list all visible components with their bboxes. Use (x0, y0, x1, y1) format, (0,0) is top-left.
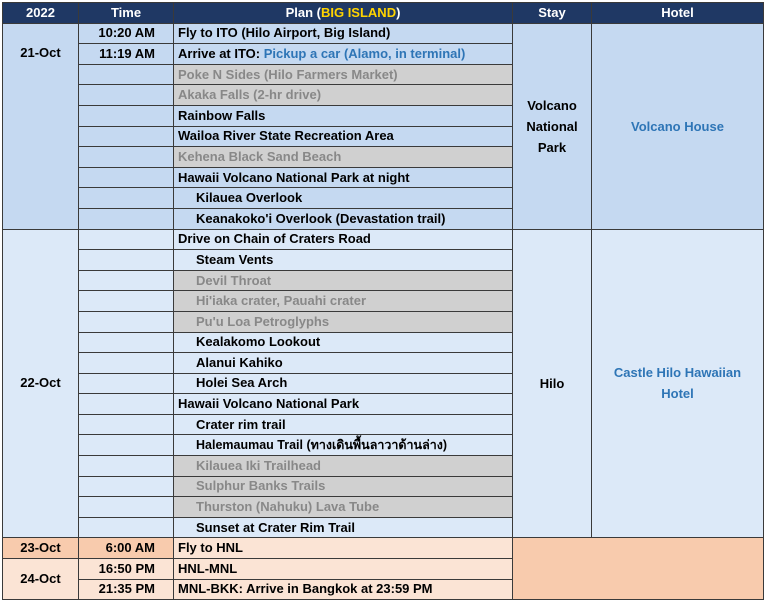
date-cell-22-oct: 22-Oct (3, 229, 79, 538)
year-header: 2022 (3, 3, 79, 24)
plan-cell: Drive on Chain of Craters Road (174, 229, 513, 250)
time-cell (79, 64, 174, 85)
time-cell (79, 85, 174, 106)
time-cell (79, 167, 174, 188)
time-cell (79, 291, 174, 312)
plan-cell-skipped: Poke N Sides (Hilo Farmers Market) (174, 64, 513, 85)
plan-cell: Hawaii Volcano National Park (174, 394, 513, 415)
plan-cell: Sunset at Crater Rim Trail (174, 517, 513, 538)
time-cell (79, 188, 174, 209)
date-cell-23-oct: 23-Oct (3, 538, 79, 559)
time-cell (79, 414, 174, 435)
time-cell (79, 456, 174, 477)
plan-cell: Halemaumau Trail (ทางเดินพื้นลาวาด้านล่าง) (174, 435, 513, 456)
plan-cell: Wailoa River State Recreation Area (174, 126, 513, 147)
plan-cell-skipped: Thurston (Nahuku) Lava Tube (174, 497, 513, 518)
time-cell (79, 105, 174, 126)
time-cell (79, 126, 174, 147)
plan-header-highlight: BIG ISLAND (320, 4, 397, 20)
time-cell (79, 208, 174, 229)
time-cell (79, 497, 174, 518)
plan-cell: Kilauea Overlook (174, 188, 513, 209)
time-cell (79, 229, 174, 250)
time-cell (79, 311, 174, 332)
plan-cell: Keanakoko'i Overlook (Devastation trail) (174, 208, 513, 229)
plan-cell: Crater rim trail (174, 414, 513, 435)
plan-cell-skipped: Akaka Falls (2-hr drive) (174, 85, 513, 106)
plan-cell: MNL-BKK: Arrive in Bangkok at 23:59 PM (174, 579, 513, 600)
time-cell (79, 250, 174, 271)
car-pickup-note: Pickup a car (Alamo, in terminal) (263, 45, 466, 61)
plan-cell: Fly to HNL (174, 538, 513, 559)
plan-cell-skipped: Hi'iaka crater, Pauahi crater (174, 291, 513, 312)
time-cell (79, 353, 174, 374)
time-cell (79, 394, 174, 415)
time-cell: 11:19 AM (79, 44, 174, 65)
time-cell (79, 147, 174, 168)
time-cell: 21:35 PM (79, 579, 174, 600)
plan-cell: Kealakomo Lookout (174, 332, 513, 353)
table-row (3, 23, 764, 44)
time-cell (79, 476, 174, 497)
plan-cell: Holei Sea Arch (174, 373, 513, 394)
stay-cell-21-oct: Volcano National Park (513, 23, 592, 229)
stay-cell-22-oct: Hilo (513, 229, 592, 538)
plan-cell-skipped: Kilauea Iki Trailhead (174, 456, 513, 477)
time-cell: 6:00 AM (79, 538, 174, 559)
plan-cell: Arrive at ITO: Pickup a car (Alamo, in terminal) (174, 44, 513, 65)
plan-cell-skipped: Devil Throat (174, 270, 513, 291)
hotel-cell-21-oct: Volcano House (592, 23, 764, 229)
plan-header: Plan (BIG ISLAND) (174, 3, 513, 24)
plan-cell: Fly to ITO (Hilo Airport, Big Island) (174, 23, 513, 44)
table-row (3, 229, 764, 250)
empty-stay-hotel-cell (513, 538, 764, 600)
time-cell (79, 373, 174, 394)
itinerary-table (2, 2, 764, 600)
header-row (3, 3, 764, 24)
hotel-cell-22-oct: Castle Hilo Hawaiian Hotel (592, 229, 764, 538)
hotel-header: Hotel (592, 3, 764, 24)
time-cell: 10:20 AM (79, 23, 174, 44)
plan-cell: HNL-MNL (174, 559, 513, 580)
plan-cell-skipped: Pu'u Loa Petroglyphs (174, 311, 513, 332)
plan-cell: Alanui Kahiko (174, 353, 513, 374)
time-cell (79, 332, 174, 353)
time-cell (79, 435, 174, 456)
table-row (3, 538, 764, 559)
time-cell (79, 517, 174, 538)
plan-cell-skipped: Sulphur Banks Trails (174, 476, 513, 497)
date-cell-21-oct: 21-Oct (3, 23, 79, 229)
time-cell: 16:50 PM (79, 559, 174, 580)
plan-cell: Steam Vents (174, 250, 513, 271)
plan-cell: Rainbow Falls (174, 105, 513, 126)
time-cell (79, 270, 174, 291)
plan-cell-skipped: Kehena Black Sand Beach (174, 147, 513, 168)
time-header: Time (79, 3, 174, 24)
stay-header: Stay (513, 3, 592, 24)
plan-cell: Hawaii Volcano National Park at night (174, 167, 513, 188)
date-cell-24-oct: 24-Oct (3, 559, 79, 600)
